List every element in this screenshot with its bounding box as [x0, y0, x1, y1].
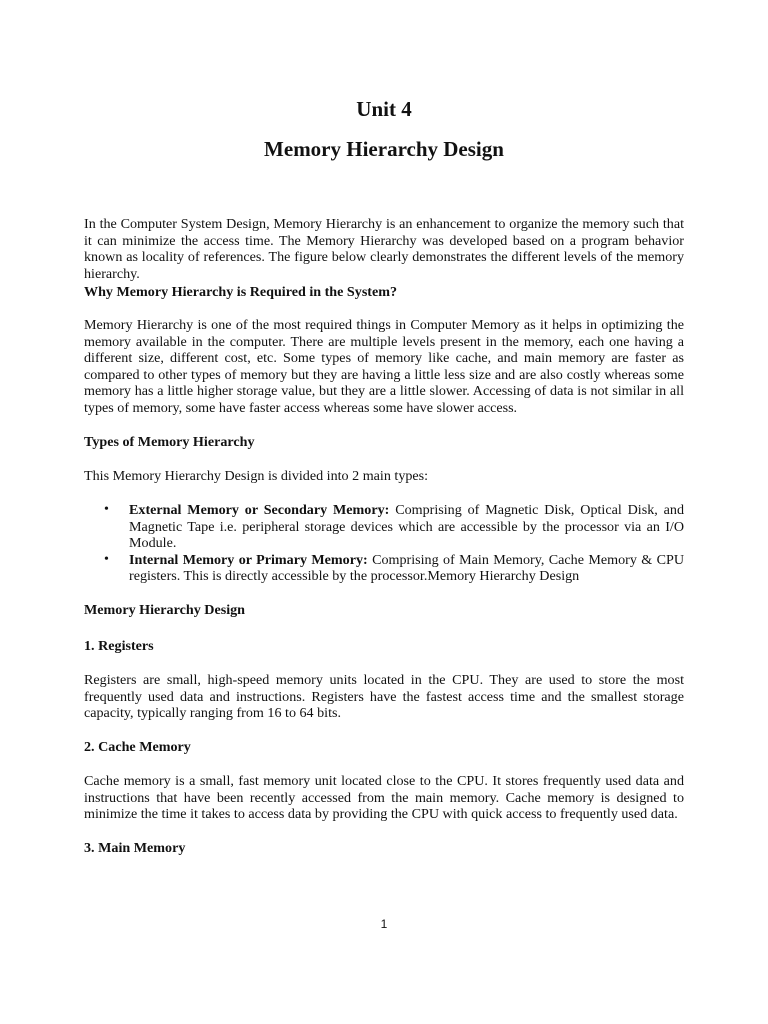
intro-paragraph: In the Computer System Design, Memory Hierarchy is an enhancement to organize the memory such that it can minimize the access time. The Memory Hierarchy was developed based on a program behavior known as locality of references. The figure below clearly demonstrates the different levels of the memory hierarchy.: [84, 216, 684, 282]
bullet-icon: •: [104, 502, 109, 517]
list-item-text: Comprising of Main Memory, Cache Memory & CPU registers. This is directly accessible by the processor.Memory Hierarchy Design: [129, 551, 685, 585]
list-item-text: Comprising of Magnetic Disk, Optical Disk, and Magnetic Tape i.e. peripheral storage devices which are accessible by the processor via an I/O Module.: [129, 502, 684, 552]
cache-heading: 2. Cache Memory: [84, 739, 191, 755]
unit-title: Unit 4: [356, 97, 412, 121]
registers-paragraph: Registers are small, high-speed memory units located in the CPU. They are used to store the most frequently used data and instructions. Registers have the fastest access time and the smallest storage capacity, typically ranging from 16 to 64 bits.: [84, 672, 684, 722]
page-number: 1: [380, 917, 388, 931]
cache-paragraph: Cache memory is a small, fast memory unit located close to the CPU. It stores frequently used data and instructions that have been recently accessed from the main memory. Cache memory is designed to minimize the time it takes to access data by providing the CPU with quick access to frequently used data.: [84, 773, 684, 823]
why-paragraph: Memory Hierarchy is one of the most required things in Computer Memory as it helps in optimizing the memory available in the computer. There are multiple levels present in the memory, each one having a different size, different cost, etc. Some types of memory like cache, and main memory are faster as compared to other types of memory but they are having a little less size and are also costly whereas some memory has a little higher storage value, but they are a little slower. Accessing of data is not similar in all types of memory, some have faster access whereas some have slower access.: [84, 317, 684, 416]
list-item-label: Internal Memory or Primary Memory:: [129, 551, 368, 568]
page-title: Memory Hierarchy Design: [264, 137, 504, 161]
types-heading: Types of Memory Hierarchy: [84, 434, 255, 450]
design-heading: Memory Hierarchy Design: [84, 602, 245, 618]
types-intro: This Memory Hierarchy Design is divided into 2 main types:: [84, 468, 429, 484]
types-list: [84, 502, 684, 585]
registers-heading: 1. Registers: [84, 638, 154, 654]
why-heading: Why Memory Hierarchy is Required in the System?: [84, 284, 398, 300]
list-item-label: External Memory or Secondary Memory:: [129, 502, 390, 518]
list-item: [84, 552, 684, 585]
bullet-icon: •: [104, 551, 109, 567]
list-item: [84, 502, 684, 552]
main-memory-heading: 3. Main Memory: [84, 840, 186, 856]
